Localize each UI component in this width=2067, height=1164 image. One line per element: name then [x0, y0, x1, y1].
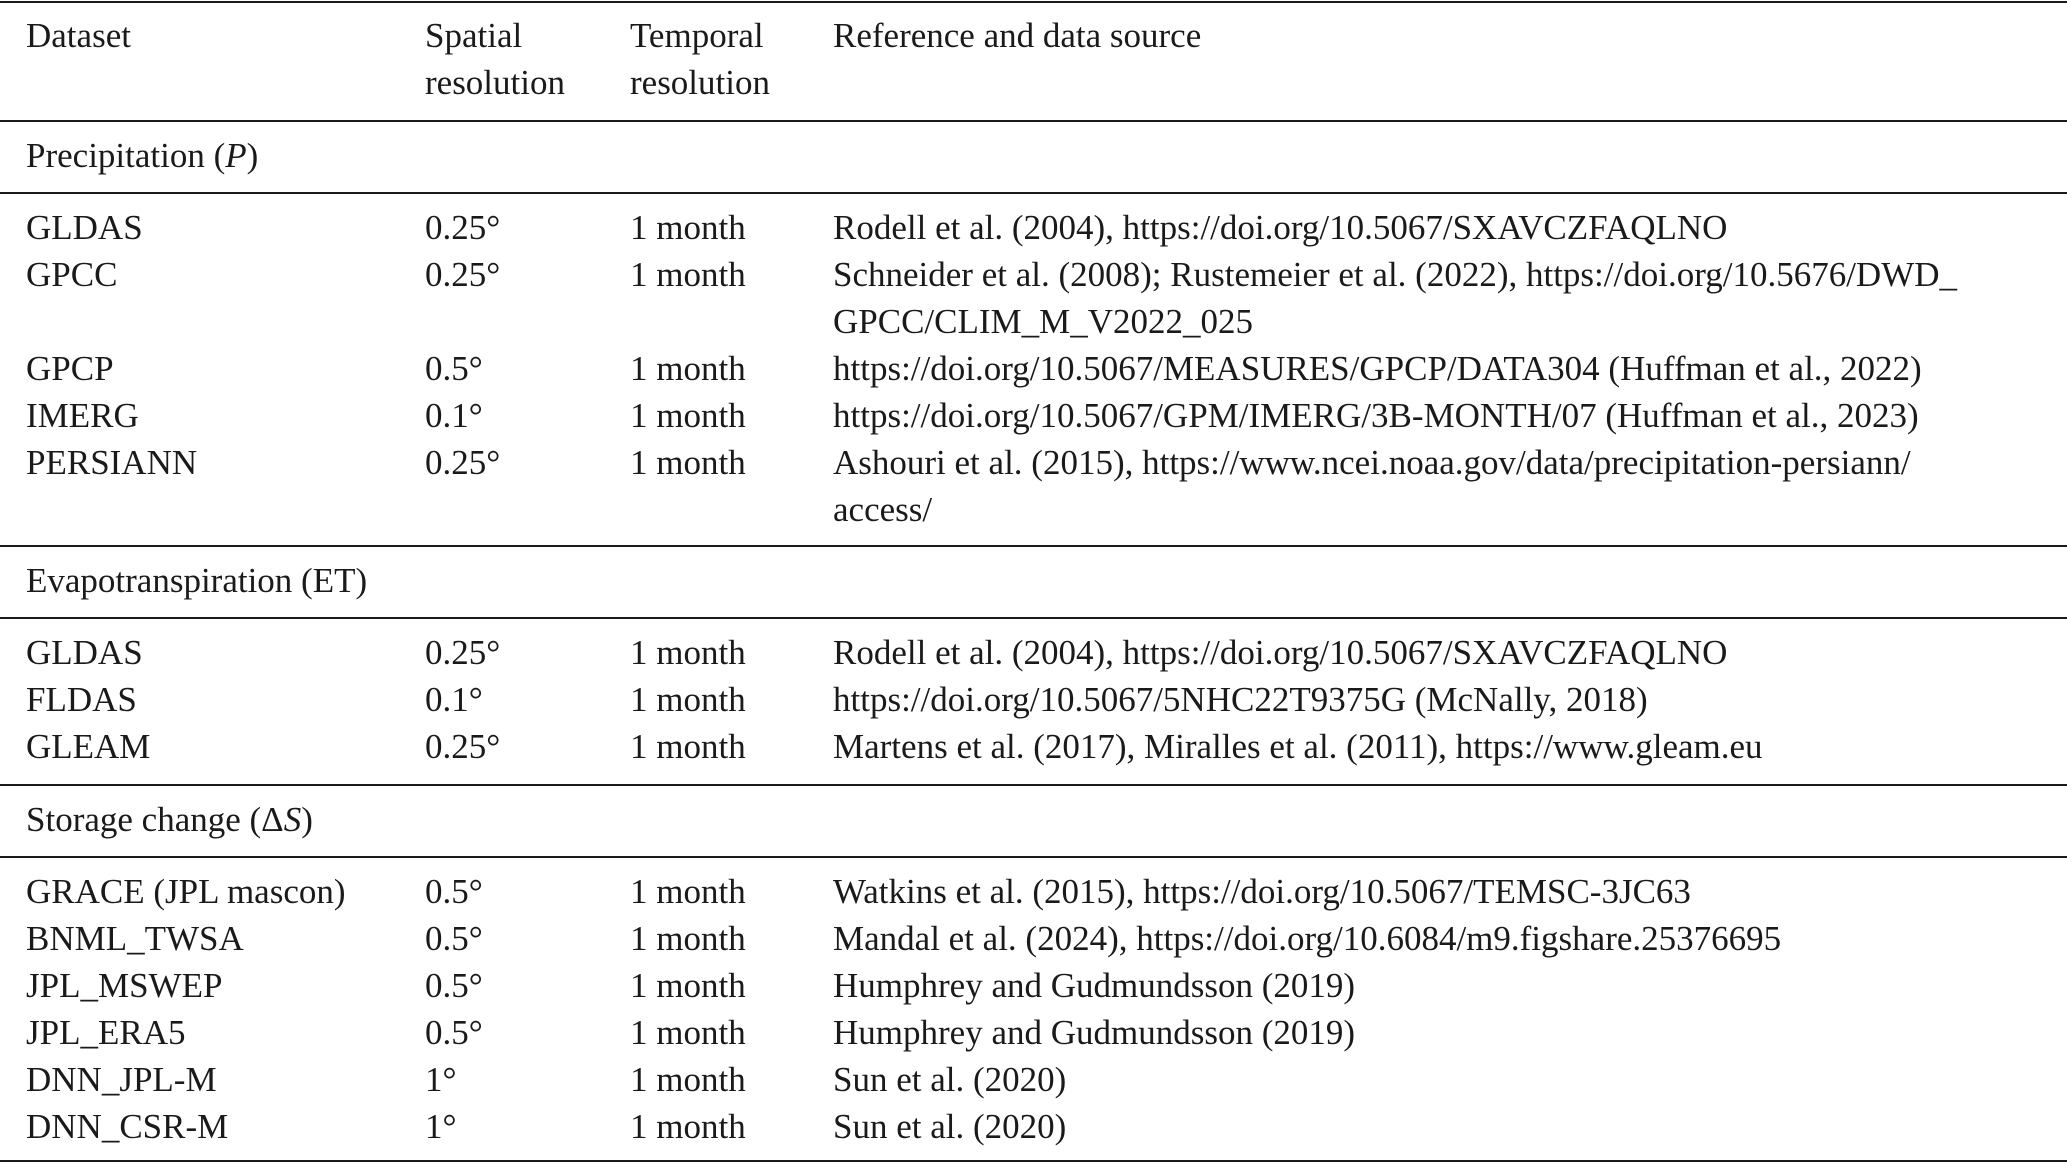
header-spatial-line1: Spatial — [425, 16, 523, 55]
table-row-spatial: 0.1° — [425, 680, 483, 719]
header-spatial-resolution — [425, 12, 565, 106]
table-row-dataset: DNN_CSR-M — [26, 1107, 229, 1146]
table-row-reference-continued: access/ — [833, 490, 933, 529]
table-row-temporal: 1 month — [630, 1107, 746, 1146]
table-row-dataset: GLDAS — [26, 633, 143, 672]
table-row-temporal: 1 month — [630, 208, 746, 247]
header-dataset: Dataset — [26, 16, 131, 55]
table-row-reference: Ashouri et al. (2015), https://www.ncei.noaa.gov/data/precipitation-persiann/ — [833, 443, 1911, 482]
table-row-reference: https://doi.org/10.5067/MEASURES/GPCP/DATA304 (Huffman et al., 2022) — [833, 349, 1922, 388]
header-temporal-line2: resolution — [630, 63, 770, 102]
table-row-temporal: 1 month — [630, 872, 746, 911]
table-row-reference-continued: GPCC/CLIM_M_V2022_025 — [833, 302, 1254, 341]
table-row-reference: Sun et al. (2020) — [833, 1060, 1067, 1099]
table-row-dataset: GPCP — [26, 349, 114, 388]
header-temporal-line1: Temporal — [630, 16, 764, 55]
section-title-text: Storage change (Δ — [26, 800, 284, 839]
section-title-text: Precipitation ( — [26, 136, 226, 175]
table-row-reference: Humphrey and Gudmundsson (2019) — [833, 966, 1356, 1005]
table-row-dataset: FLDAS — [26, 680, 137, 719]
table-row-dataset: DNN_JPL-M — [26, 1060, 217, 1099]
table-row-dataset: BNML_TWSA — [26, 919, 244, 958]
table-row-reference: Schneider et al. (2008); Rustemeier et al. (2022), https://doi.org/10.5676/DWD_ — [833, 255, 1957, 294]
section-rule — [0, 545, 2067, 547]
table-row-dataset: JPL_ERA5 — [26, 1013, 186, 1052]
table-row-reference: Rodell et al. (2004), https://doi.org/10.5067/SXAVCZFAQLNO — [833, 633, 1728, 672]
table-row-spatial: 0.5° — [425, 966, 483, 1005]
table-row-spatial: 0.25° — [425, 443, 501, 482]
table-row-spatial: 0.25° — [425, 208, 501, 247]
table-row-spatial: 1° — [425, 1060, 457, 1099]
section-title-suffix: ) — [301, 800, 313, 839]
table-row-temporal: 1 month — [630, 349, 746, 388]
table-row-dataset: GLDAS — [26, 208, 143, 247]
table-row-spatial: 0.5° — [425, 872, 483, 911]
table-row-spatial: 0.1° — [425, 396, 483, 435]
table-row-temporal: 1 month — [630, 633, 746, 672]
section-title-evapotranspiration — [26, 557, 367, 604]
table-row-temporal: 1 month — [630, 727, 746, 766]
table-row-temporal: 1 month — [630, 1013, 746, 1052]
section-title-text: Evapotranspiration (ET) — [26, 561, 368, 600]
table-row-temporal: 1 month — [630, 255, 746, 294]
section-rule — [0, 856, 2067, 858]
table-top-rule — [0, 1, 2067, 3]
table-row-spatial: 0.5° — [425, 919, 483, 958]
section-rule — [0, 617, 2067, 619]
table-row-reference: Martens et al. (2017), Miralles et al. (2011), https://www.gleam.eu — [833, 727, 1763, 766]
table-bottom-rule — [0, 1160, 2067, 1162]
table-row-reference: Rodell et al. (2004), https://doi.org/10.5067/SXAVCZFAQLNO — [833, 208, 1728, 247]
table-row-dataset: GLEAM — [26, 727, 151, 766]
table-row-reference: https://doi.org/10.5067/GPM/IMERG/3B-MONTH/07 (Huffman et al., 2023) — [833, 396, 1919, 435]
table-row-dataset: JPL_MSWEP — [26, 966, 223, 1005]
table-row-reference: Mandal et al. (2024), https://doi.org/10.6084/m9.figshare.25376695 — [833, 919, 1782, 958]
table-row-spatial: 0.25° — [425, 633, 501, 672]
header-temporal-resolution — [630, 12, 770, 106]
table-row-dataset: PERSIANN — [26, 443, 198, 482]
table-row-reference: Sun et al. (2020) — [833, 1107, 1067, 1146]
table-row-reference: Humphrey and Gudmundsson (2019) — [833, 1013, 1356, 1052]
table-row-dataset: IMERG — [26, 396, 139, 435]
section-rule — [0, 784, 2067, 786]
table-row-temporal: 1 month — [630, 443, 746, 482]
table-row-temporal: 1 month — [630, 919, 746, 958]
header-rule — [0, 120, 2067, 122]
table-row-temporal: 1 month — [630, 966, 746, 1005]
table-row-spatial: 1° — [425, 1107, 457, 1146]
header-reference: Reference and data source — [833, 16, 1202, 55]
table-row-spatial: 0.25° — [425, 255, 501, 294]
table-row-temporal: 1 month — [630, 396, 746, 435]
header-spatial-line2: resolution — [425, 63, 565, 102]
table-row-spatial: 0.5° — [425, 1013, 483, 1052]
section-rule — [0, 192, 2067, 194]
table-row-dataset: GRACE (JPL mascon) — [26, 872, 346, 911]
section-title-precipitation — [26, 132, 258, 179]
table-row-temporal: 1 month — [630, 680, 746, 719]
section-title-storage-change — [26, 796, 313, 843]
table-row-temporal: 1 month — [630, 1060, 746, 1099]
table-row-spatial: 0.25° — [425, 727, 501, 766]
table-row-reference: https://doi.org/10.5067/5NHC22T9375G (McNally, 2018) — [833, 680, 1648, 719]
table-row-dataset: GPCC — [26, 255, 118, 294]
section-title-suffix: ) — [246, 136, 259, 175]
section-title-symbol: P — [225, 136, 247, 175]
section-title-symbol: S — [283, 800, 302, 839]
table-row-reference: Watkins et al. (2015), https://doi.org/10.5067/TEMSC-3JC63 — [833, 872, 1691, 911]
table-row-spatial: 0.5° — [425, 349, 483, 388]
